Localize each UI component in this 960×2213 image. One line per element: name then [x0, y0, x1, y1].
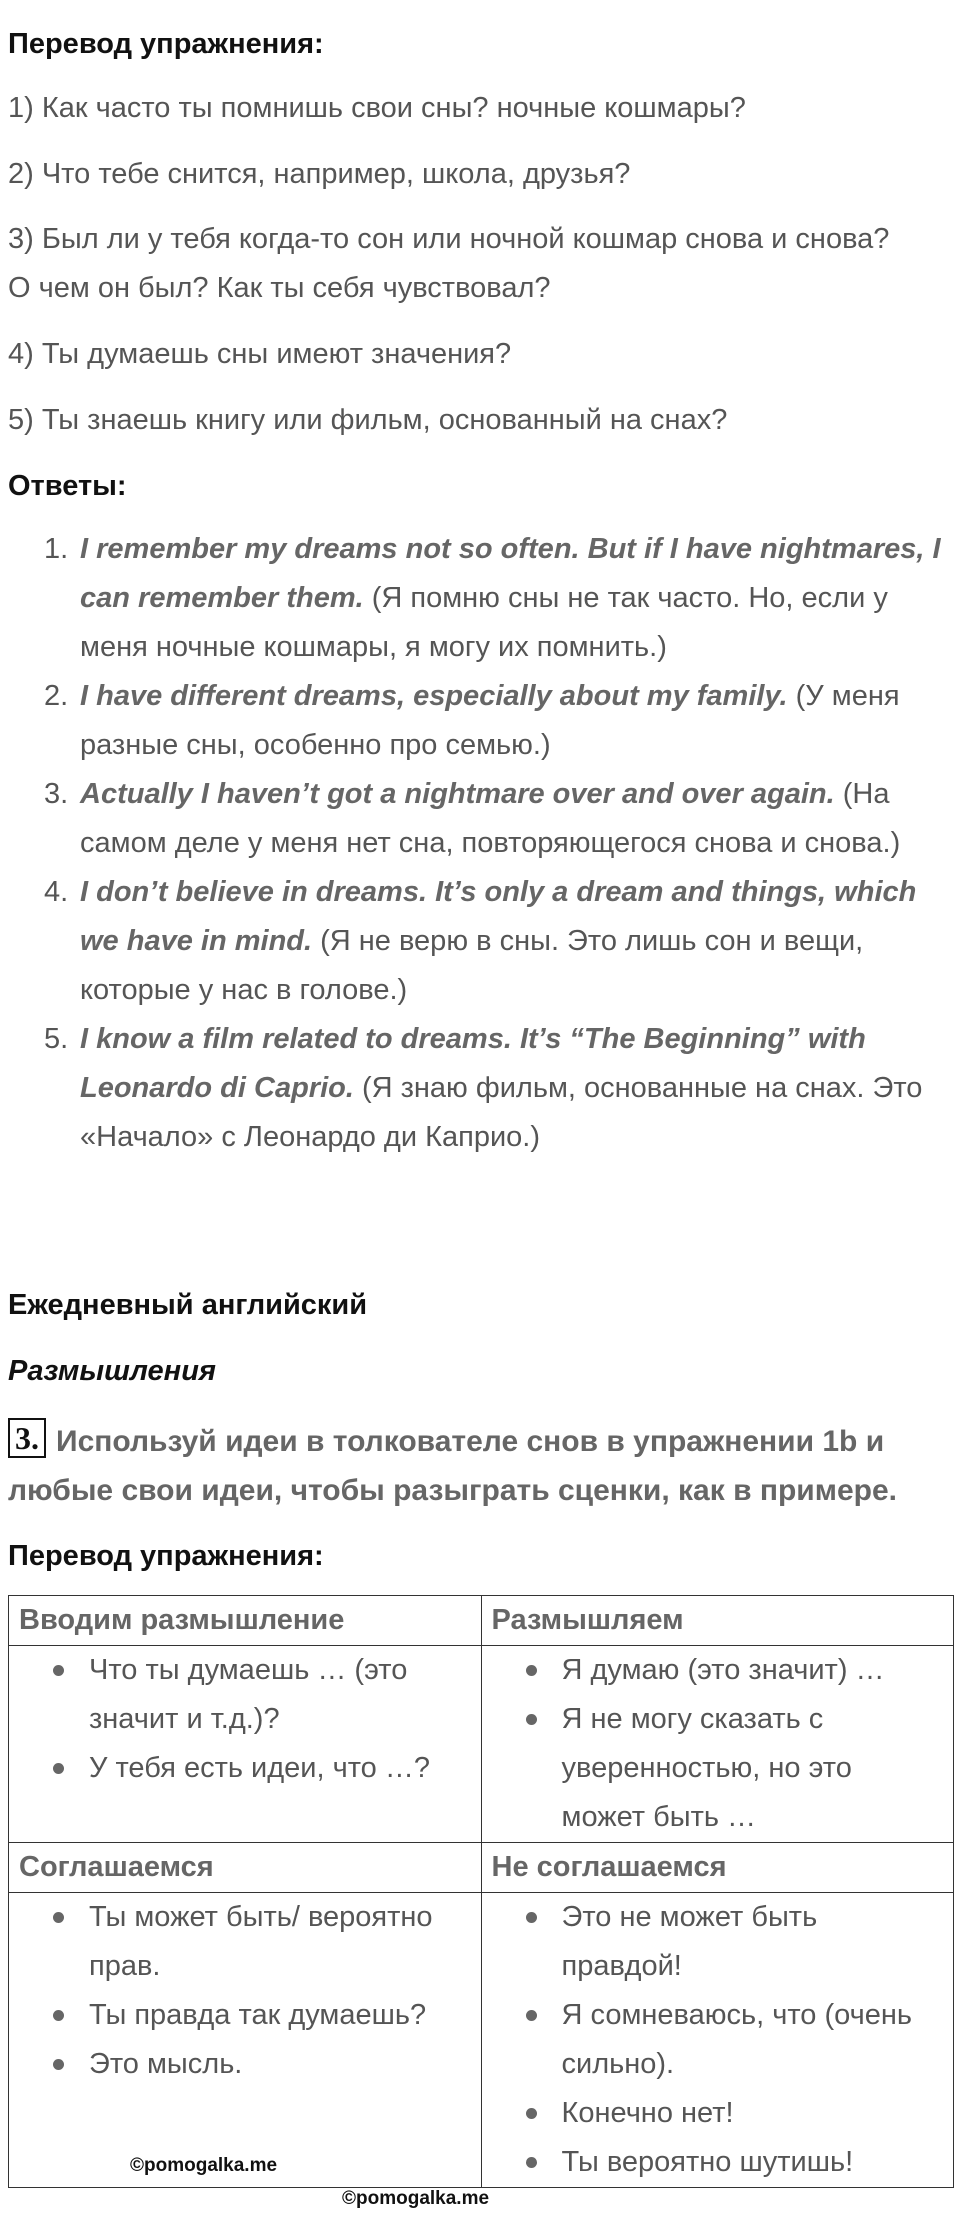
answer-russian: (У меня разные сны, особенно про семью.): [80, 680, 900, 761]
table-header-disagree: Не соглашаемся: [481, 1843, 954, 1893]
table-row: [9, 1893, 954, 2188]
question-1: 1) Как часто ты помнишь свои сны? ночные кошмары?: [8, 92, 746, 124]
list-item: Что ты думаешь … (это значит и т.д.)?: [89, 1646, 471, 1744]
exercise-text: Используй идеи в толкователе снов в упражнении 1b и: [56, 1425, 885, 1458]
watermark: ©pomogalka.me: [130, 2155, 278, 2176]
translation-heading-2: Перевод упражнения:: [8, 1540, 324, 1572]
table-row: [9, 1843, 954, 1893]
translation-heading: Перевод упражнения:: [8, 28, 324, 60]
subsection-heading: Размышления: [8, 1355, 216, 1387]
answer-english: I remember my dreams not so often. But if I have nightmares, I can remember them.: [80, 533, 941, 614]
list-item: Это мысль.: [89, 2040, 471, 2089]
exercise-instruction-line-2: любые свои идеи, чтобы разыграть сценки, как в примере.: [8, 1474, 897, 1507]
list-item: Я сомневаюсь, что (очень сильно).: [562, 1991, 944, 2089]
answer-number: 3.: [44, 778, 69, 810]
list-item: Ты вероятно шутишь!: [562, 2138, 944, 2187]
answer-english: I know a film related to dreams. It’s “The Beginning” with Leonardo di Caprio.: [80, 1023, 866, 1104]
answer-russian: (Я знаю фильм, основанные на снах. Это «Начало» с Леонардо ди Каприо.): [80, 1072, 923, 1153]
table-header-introduce: Вводим размышление: [9, 1596, 482, 1646]
table-cell: [481, 1893, 954, 2188]
answer-english: I don’t believe in dreams. It’s only a dream and things, which we have in mind.: [80, 876, 917, 957]
answer-number: 4.: [44, 876, 69, 908]
answer-item: [0, 868, 960, 1015]
table-cell: [9, 1646, 482, 1843]
list-item: Я не могу сказать с уверенностью, но это может быть …: [562, 1695, 944, 1842]
answers-heading: Ответы:: [8, 470, 127, 502]
question-2: 2) Что тебе снится, например, школа, друзья?: [8, 158, 631, 190]
phrases-table: [8, 1595, 954, 2188]
answer-russian: (На самом деле у меня нет сна, повторяющегося снова и снова.): [80, 778, 901, 859]
list-item: Я думаю (это значит) …: [562, 1646, 944, 1695]
answer-russian: (Я помню сны не так часто. Но, если у меня ночные кошмары, я могу их помнить.): [80, 582, 888, 663]
section-heading: Ежедневный английский: [8, 1289, 368, 1321]
answer-number: 5.: [44, 1023, 69, 1055]
list-item: Конечно нет!: [562, 2089, 944, 2138]
answer-item: [0, 1015, 960, 1162]
list-item: У тебя есть идеи, что …?: [89, 1744, 471, 1793]
question-4: 4) Ты думаешь сны имеют значения?: [8, 338, 512, 370]
answer-number: 2.: [44, 680, 69, 712]
table-cell: [481, 1646, 954, 1843]
table-header-agree: Соглашаемся: [9, 1843, 482, 1893]
list-item: Ты правда так думаешь?: [89, 1991, 471, 2040]
table-header-reflect: Размышляем: [481, 1596, 954, 1646]
exercise-number: 3.: [8, 1418, 46, 1458]
answer-english: Actually I haven’t got a nightmare over and over again.: [80, 778, 835, 810]
answer-item: [0, 672, 960, 770]
table-row: [9, 1646, 954, 1843]
list-item: Это не может быть правдой!: [562, 1893, 944, 1991]
answer-item: [0, 525, 960, 672]
answer-english: I have different dreams, especially about my family.: [80, 680, 788, 712]
answer-russian: (Я не верю в сны. Это лишь сон и вещи, которые у нас в голове.): [80, 925, 864, 1006]
exercise-instruction-line-1: [8, 1417, 958, 1466]
answer-item: [0, 770, 960, 868]
table-row: [9, 1596, 954, 1646]
question-5: 5) Ты знаешь книгу или фильм, основанный на снах?: [8, 404, 728, 436]
watermark: ©pomogalka.me: [342, 2188, 490, 2209]
table-cell: [9, 1893, 482, 2188]
list-item: Ты может быть/ вероятно прав.: [89, 1893, 471, 1991]
answer-number: 1.: [44, 533, 69, 565]
answers-list: [0, 525, 960, 1162]
question-3: 3) Был ли у тебя когда-то сон или ночной кошмар снова и снова? О чем он был? Как ты себя чувствовал?: [8, 223, 890, 304]
